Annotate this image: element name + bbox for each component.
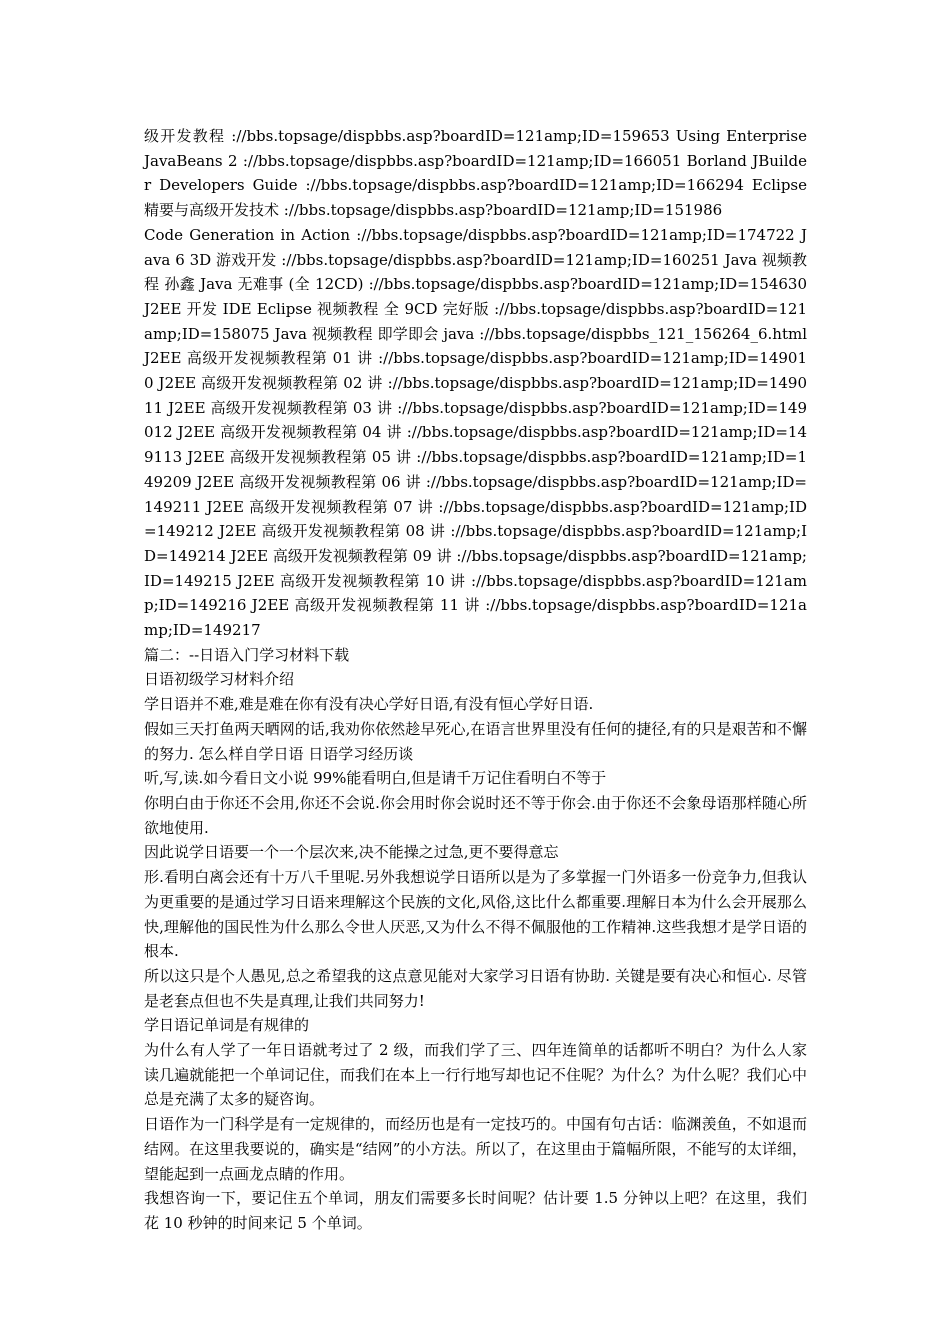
paragraph: 学日语并不难,难是难在你有没有决心学好日语,有没有恒心学好日语. bbox=[144, 695, 594, 714]
paragraph-subheading: 学日语记单词是有规律的 bbox=[144, 1016, 310, 1035]
document-page bbox=[144, 124, 807, 1236]
link-list-text-2: Code Generation in Action ://bbs.topsage/dispbbs.asp?boardID=121amp;ID=174722 Java 6 3D 游戏开发 ://bbs.topsage/dispbbs.asp?boardID=121amp;ID=160251 Java 视频教程 孙鑫 Java 无难事 (全 12CD) ://bbs.topsage/dispbbs.asp?boardID=121amp;ID=154630 J2EE 开发 IDE Eclipse 视频教程 全 9CD 完好版 ://bbs.topsage/dispbbs.asp?boardID=121amp;ID=158075 Java 视频教程 即学即会 java ://bbs.topsage/dispbbs_121_156264_6.html J2EE 高级开发视频教程第 01 讲 ://bbs.topsage/dispbbs.asp?boardID=121amp;ID=149010 J2EE 高级开发视频教程第 02 讲 ://bbs.topsage/dispbbs.asp?boardID=121amp;ID=149011 J2EE 高级开发视频教程第 03 讲 ://bbs.topsage/dispbbs.asp?boardID=121amp;ID=149012 J2EE 高级开发视频教程第 04 讲 ://bbs.topsage/dispbbs.asp?boardID=121amp;ID=149113 J2EE 高级开发视频教程第 05 讲 ://bbs.topsage/dispbbs.asp?boardID=121amp;ID=149209 J2EE 高级开发视频教程第 06 讲 ://bbs.topsage/dispbbs.asp?boardID=121amp;ID=149211 J2EE 高级开发视频教程第 07 讲 ://bbs.topsage/dispbbs.asp?boardID=121amp;ID=149212 J2EE 高级开发视频教程第 08 讲 ://bbs.topsage/dispbbs.asp?boardID=121amp;ID=149214 J2EE 高级开发视频教程第 09 讲 ://bbs.topsage/dispbbs.asp?boardID=121amp;ID=149215 J2EE 高级开发视频教程第 10 讲 ://bbs.topsage/dispbbs.asp?boardID=121amp;ID=149216 J2EE 高级开发视频教程第 11 讲 ://bbs.topsage/dispbbs.asp?boardID=121amp;ID=149217 bbox=[144, 225, 807, 640]
paragraph: 我想咨询一下，要记住五个单词，朋友们需要多长时间呢？估计要 1.5 分钟以上吧？在这里，我们花 10 秒钟的时间来记 5 个单词。 bbox=[144, 1189, 807, 1232]
paragraph: 为什么有人学了一年日语就考过了 2 级，而我们学了三、四年连简单的话都听不明白？为什么人家读几遍就能把一个单词记住，而我们在本上一行行地写却也记不住呢？为什么？为什么呢？我们心中总是充满了太多的疑咨询。 bbox=[144, 1041, 807, 1109]
paragraph: 日语作为一门科学是有一定规律的，而经历也是有一定技巧的。中国有句古话：临渊羡鱼，不如退而结网。在这里我要说的，确实是“结网”的小方法。所以了，在这里由于篇幅所限，不能写的太详细，望能起到一点画龙点睛的作用。 bbox=[144, 1115, 807, 1183]
paragraph: 所以这只是个人愚见,总之希望我的这点意见能对大家学习日语有协助. 关键是要有决心和恒心. 尽管是老套点但也不失是真理,让我们共同努力! bbox=[144, 966, 807, 1010]
paragraph: 因此说学日语要一个一个层次来,决不能操之过急,更不要得意忘 bbox=[144, 843, 559, 862]
paragraph-intro-title: 日语初级学习材料介绍 bbox=[144, 670, 295, 689]
section-heading: 篇二：--日语入门学习材料下载 bbox=[144, 645, 350, 664]
paragraph: 听,写,读.如今看日文小说 99%能看明白,但是请千万记住看明白不等于 bbox=[144, 769, 607, 788]
link-list-text-1: 级开发教程 ://bbs.topsage/dispbbs.asp?boardID=121amp;ID=159653 Using Enterprise JavaBeans 2 ://bbs.topsage/dispbbs.asp?boardID=121amp;ID=166051 Borland JBuilder Developers Guide ://bbs.topsage/dispbbs.asp?boardID=121amp;ID=166294 Eclipse 精要与高级开发技术 ://bbs.topsage/dispbbs.asp?boardID=121amp;ID=151986 bbox=[144, 127, 807, 220]
paragraph: 你明白由于你还不会用,你还不会说.你会用时你会说时还不等于你会.由于你还不会象母语那样随心所欲地使用. bbox=[144, 793, 807, 837]
paragraph: 假如三天打鱼两天晒网的话,我劝你依然趁早死心,在语言世界里没有任何的捷径,有的只是艰苦和不懈的努力. 怎么样自学日语 日语学习经历谈 bbox=[144, 719, 807, 763]
paragraph: 形.看明白离会还有十万八千里呢.另外我想说学日语所以是为了多掌握一门外语多一份竞争力,但我认为更重要的是通过学习日语来理解这个民族的文化,风俗,这比什么都重要.理解日本为什么会开展那么快,理解他的国民性为什么那么令世人厌恶,又为什么不得不佩服他的工作精神.这些我想才是学日语的根本. bbox=[144, 868, 807, 961]
